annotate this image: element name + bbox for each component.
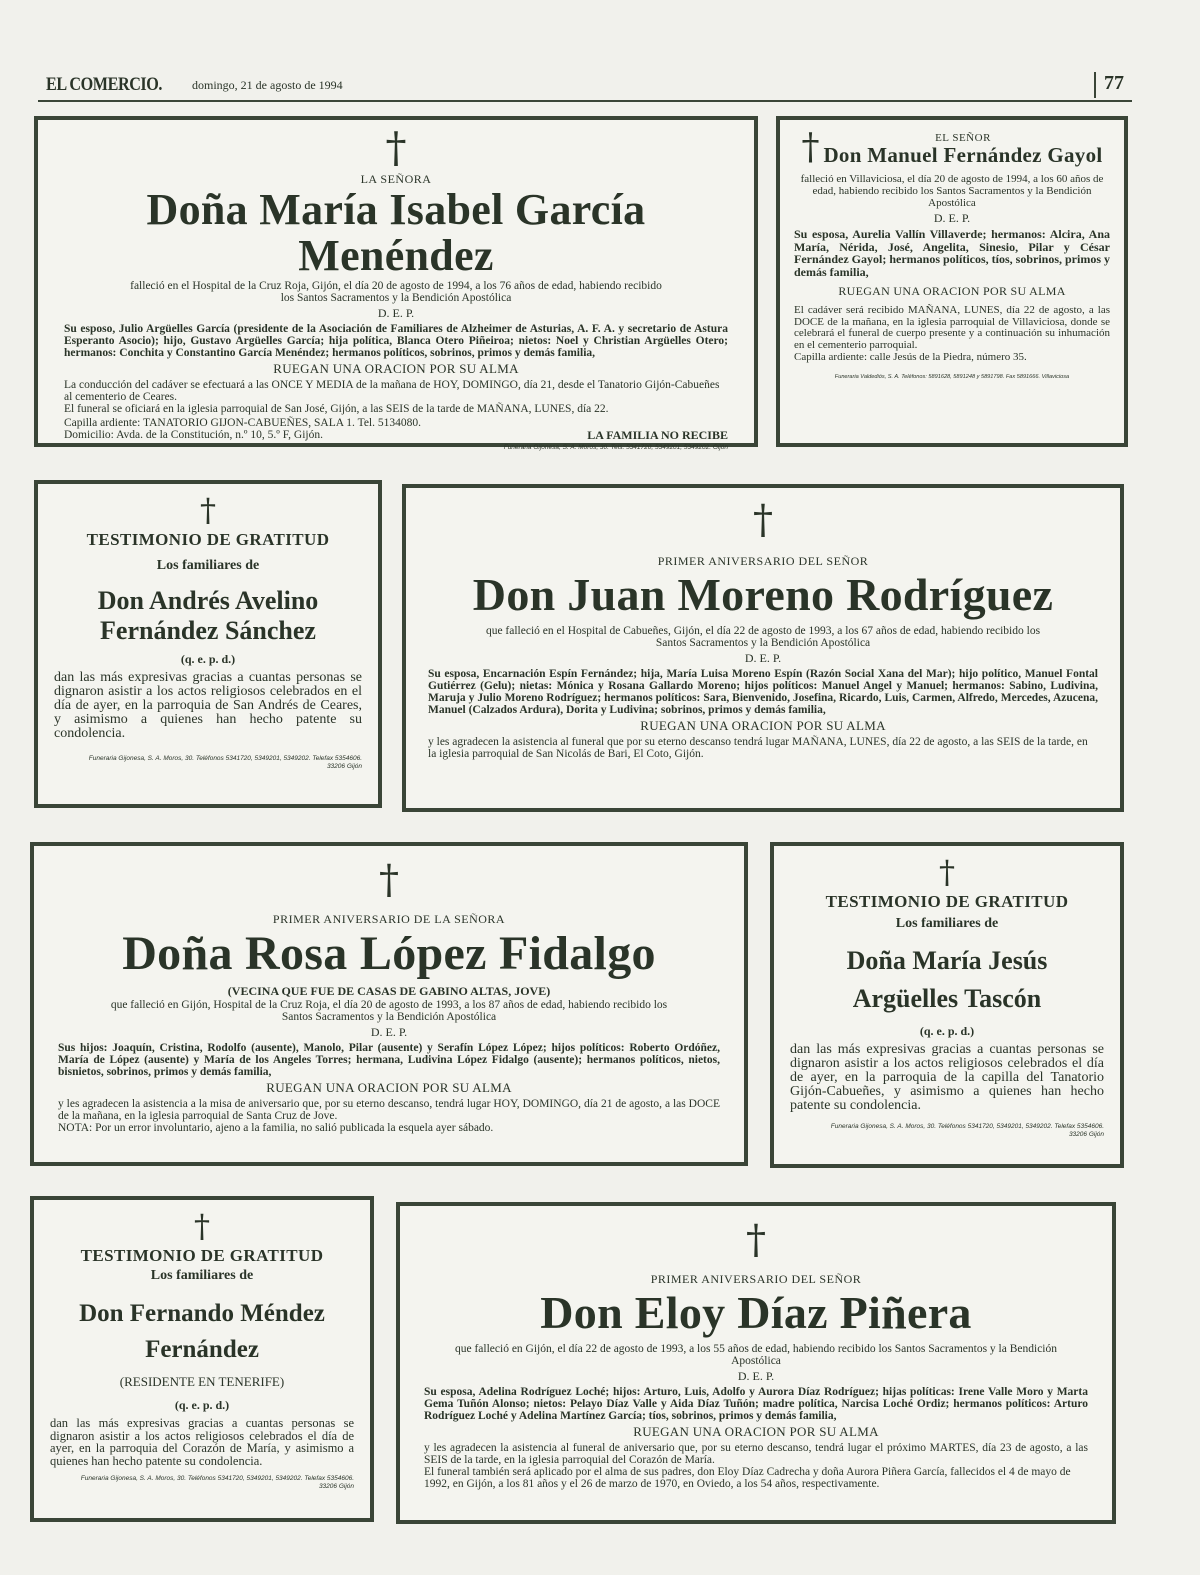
death-details: que falleció en el Hospital de Cabueñes, Gijón, el día 22 de agosto de 1993, a los 67 años de edad, habiendo recibido los Santos Sacramentos y la Bendición Apostólica — [485, 625, 1041, 650]
prayer-request: RUEGAN UNA ORACION POR SU ALMA — [633, 1424, 879, 1440]
chapel-info: Capilla ardiente: calle Jesús de la Piedra, número 35. — [794, 351, 1027, 363]
correction-note: NOTA: Por un error involuntario, ajeno a la familia, no salió publicada la esquela ayer sábado. — [58, 1122, 494, 1135]
gratitude-text: dan las más expresivas gracias a cuantas personas se dignaron asistir a los actos religiosos celebrados el día de ayer, en la parroquia de la capilla del Tanatorio Gijón-Cabueñes, y asimismo a quienes han hecho patente su condolencia. — [790, 1042, 1104, 1113]
funeral-info: y les agradecen la asistencia al funeral que por su eterno descanso tendrá lugar MAÑANA, LUNES, día 22 de agosto, a las SEIS de la tarde, en la iglesia parroquial de San Nicolás de Bari, El Coto, Gijón. — [428, 736, 1088, 761]
families-label: Los familiares de — [895, 916, 999, 931]
death-details: falleció en Villaviciosa, el día 20 de agosto de 1994, a los 60 años de edad, habiendo recibido los Santos Sacramentos y la Bendición Apostólica — [800, 173, 1104, 209]
conduction-info: La conducción del cadáver se efectuará a las ONCE Y MEDIA de la mañana de HOY, DOMINGO, día 21, desde el Tanatorio Gijón-Cabueñes al cementerio de Ceares. — [64, 379, 720, 404]
gratitude-title: TESTIMONIO DE GRATITUD — [80, 1246, 324, 1265]
deceased-name: Doña Rosa López Fidalgo — [122, 927, 656, 980]
family-list: Su esposo, Julio Argüelles García (presidente de la Asociación de Familiares de Alzheimer de Asturias, A. F. A. y secretario de Astura Esperanto Asocio); hijo, Gustavo Argüelles García; hija política, Blanca Otero Piñeiroa; nietos: Noel y Christian Argüelles Otero; hermanos: Conchita y Constantino García Menéndez; hermanos políticos, sobrinos, primos y demás familia, — [64, 323, 728, 360]
gratitude-mendez-fernandez — [30, 1196, 374, 1522]
anniversary-label: PRIMER ANIVERSARIO DE LA SEÑORA — [272, 912, 506, 926]
page-number: 77 — [1094, 72, 1124, 98]
gratitude-text: dan las más expresivas gracias a cuantas personas se dignaron asistir a los actos religiosos celebrados en el día de ayer, en la parroquia de San Andrés de Ceares, y asimismo a quienes han hecho patente su condolencia. — [54, 670, 362, 741]
cross-icon: † — [939, 853, 955, 891]
anniversary-label: PRIMER ANIVERSARIO DEL SEÑOR — [657, 554, 869, 568]
cross-icon: † — [746, 1217, 766, 1263]
family-list: Su esposa, Encarnación Espín Fernández; hija, María Luisa Moreno Espín (Razón Social Xana del Mar); hijo político, Manuel Fontal Gutiérrez (Gelu); nietas: Mónica y Rosana Gallardo Moreno; hijos políticos: Manuel Angel y Manuel; hermanos: Sabino, Ludivina, Maruja y Julio Moreno Rodríguez; hermanos políticos: Sara, Bienvenido, Josefina, Ricardo, Luis, Carmen, Alfredo, Mercedes, Azucena, Manuel (Calzados Ardura), Dorita y Ludivina; sobrinos, primos y demás familia, — [428, 668, 1098, 717]
families-label: Los familiares de — [156, 558, 260, 573]
dep: D. E. P. — [737, 1369, 775, 1384]
obituary-garcia-menendez — [34, 116, 758, 452]
funeral-home: Funeraria Gijonesa, S. A. Moros, 30. Tels. 5341720, 5349201, 5349202. Gijón — [503, 444, 728, 452]
funeral-home: Funeraria Valdediós, S. A. Teléfonos: 5891628, 5891248 y 5891798. Fax 5891666. Villaviciosa — [834, 374, 1070, 380]
deceased-name-line2: Fernández — [145, 1336, 259, 1363]
gratitude-arguelles-tascon — [770, 842, 1124, 1168]
cross-icon: † — [753, 497, 773, 543]
qepd: (q. e. p. d.) — [174, 1398, 230, 1412]
prayer-request: RUEGAN UNA ORACION POR SU ALMA — [640, 718, 886, 734]
dep: D. E. P. — [377, 306, 415, 321]
death-details: falleció en el Hospital de la Cruz Roja, Gijón, el día 20 de agosto de 1994, a los 76 años de edad, habiendo recibido los Santos Sacramentos y la Bendición Apostólica — [130, 280, 662, 305]
family-list: Su esposa, Adelina Rodríguez Loché; hijos: Arturo, Luis, Adolfo y Aurora Díaz Rodríguez; hijas políticas: Irene Valle Moro y Marta Gema Tuñón Alonso; nietos: Pelayo Díaz Valle y Aida Díaz Tuñón; madre política, Narcisa Loché Ordiz; hermanos políticos: Arturo Rodríguez Loché y Adelina Martínez García; tíos, sobrinos, primos y demás familia, — [424, 1386, 1088, 1423]
honorific: EL SEÑOR — [935, 131, 991, 144]
deceased-name-line1: Don Fernando Méndez — [79, 1300, 325, 1327]
cross-icon: † — [200, 491, 216, 529]
family-list: Sus hijos: Joaquín, Cristina, Rodolfo (ausente), Manolo, Pilar (ausente) y Serafín López López; hijos políticos: Roberto Ordóñez, María de López (ausente) y María de los Angeles Torres; hermana, Ludivina López Fidalgo (ausente); hermanos políticos, nietos, bisnietos, sobrinos, primos y demás familia, — [58, 1042, 720, 1079]
deceased-name-line2: Fernández Sánchez — [100, 616, 316, 645]
prayer-request: RUEGAN UNA ORACION POR SU ALMA — [273, 361, 519, 377]
domicile-info: Domicilio: Avda. de la Constitución, n.º 10, 5.º F, Gijón. — [64, 429, 323, 442]
issue-date: domingo, 21 de agosto de 1994 — [192, 78, 343, 92]
qepd: (q. e. p. d.) — [180, 652, 236, 666]
residence-note: (RESIDENTE EN TENERIFE) — [119, 1374, 285, 1389]
ceremony-info: El cadáver será recibido MAÑANA, LUNES, día 22 de agosto, a las DOCE de la mañana, en la iglesia parroquial de Villaviciosa, donde se celebrará el funeral de cuerpo presente y a continuación su inhumación en el cementerio parroquial. — [794, 304, 1110, 351]
gratitude-avelino — [34, 480, 382, 808]
cross-icon: † — [379, 857, 399, 903]
dep: D. E. P. — [744, 651, 782, 666]
anniversary-label: PRIMER ANIVERSARIO DEL SEÑOR — [650, 1272, 862, 1286]
funeral-home: Funeraria Gijonesa, S. A. Moros, 30. Teléfonos 5341720, 5349201, 5349202. Telefax 5354606. 33206 Gijón — [88, 755, 362, 770]
obituary-fernandez-gayol — [776, 116, 1128, 447]
funeral-info: y les agradecen la asistencia al funeral de aniversario que, por su eterno descanso, tendrá lugar el próximo MARTES, día 23 de agosto, a las SEIS de la tarde, en la iglesia parroquial del Corazón de María. — [424, 1442, 1088, 1467]
funeral-home: Funeraria Gijonesa, S. A. Moros, 30. Teléfonos 5341720, 5349201, 5349202. Telefax 5354606. 33206 Gijón — [830, 1123, 1104, 1138]
funeral-home: Funeraria Gijonesa, S. A. Moros, 30. Teléfonos 5341720, 5349201, 5349202. Telefax 5354606. 33206 Gijón — [80, 1475, 354, 1490]
prayer-request: RUEGAN UNA ORACION POR SU ALMA — [838, 284, 1066, 298]
chapel-info: Capilla ardiente: TANATORIO GIJON-CABUEÑES, SALA 1. Tel. 5134080. — [64, 417, 421, 430]
page-header — [38, 70, 1132, 102]
death-details: que falleció en Gijón, Hospital de la Cruz Roja, el día 20 de agosto de 1993, a los 87 años de edad, habiendo recibido los Santos Sacramentos y la Bendición Apostólica — [110, 999, 668, 1024]
funeral-info: El funeral se oficiará en la iglesia parroquial de San José, Gijón, a las SEIS de la tarde de MAÑANA, LUNES, día 22. — [64, 403, 609, 416]
mass-info: y les agradecen la asistencia a la misa de aniversario que, por su eterno descanso, tendrá lugar HOY, DOMINGO, día 21 de agosto, a las DOCE de la mañana, en la iglesia parroquial de Santa Cruz de Jove. — [58, 1098, 720, 1123]
neighbor-note: (VECINA QUE FUE DE CASAS DE GABINO ALTAS, JOVE) — [227, 984, 551, 999]
family-list: Su esposa, Aurelia Vallín Villaverde; hermanos: Alcira, Ana María, Nérida, José, Angelita, Sinesio, Pilar y César Fernández Gayol; hermanos políticos, tíos, sobrinos, primos y demás familia, — [794, 227, 1111, 279]
gratitude-title: TESTIMONIO DE GRATITUD — [86, 530, 330, 549]
parents-funeral-info: El funeral también será aplicado por el alma de sus padres, don Eloy Díaz Cadrecha y doña Aurora Piñera García, fallecidos el 4 de mayo de 1992, en Gijón, a los 81 años y el 26 de marzo de 1970, en Oviedo, a los 54 años, respectivamente. — [424, 1466, 1071, 1491]
gratitude-title: TESTIMONIO DE GRATITUD — [825, 892, 1069, 911]
deceased-name-line2: Argüelles Tascón — [852, 984, 1042, 1013]
honorific: LA SEÑORA — [360, 172, 432, 186]
gratitude-text: dan las más expresivas gracias a cuantas personas se dignaron asistir a los actos religiosos celebrados el día de ayer, en la parroquia del Corazón de María, y asimismo a quienes han hecho patente su condolencia. — [50, 1416, 354, 1468]
deceased-name: Don Juan Moreno Rodríguez — [472, 569, 1054, 620]
qepd: (q. e. p. d.) — [919, 1024, 975, 1038]
newspaper-logo: EL COMERCIO. — [46, 74, 163, 95]
cross-icon: † — [385, 123, 407, 172]
prayer-request: RUEGAN UNA ORACION POR SU ALMA — [266, 1080, 512, 1096]
deceased-name-line1: Don Andrés Avelino — [97, 586, 319, 615]
death-details: que falleció en Gijón, el día 22 de agosto de 1993, a los 55 años de edad, habiendo recibido los Santos Sacramentos y la Bendición Apostólica — [454, 1343, 1057, 1368]
families-label: Los familiares de — [150, 1268, 254, 1283]
cross-icon: † — [194, 1207, 210, 1245]
dep: D. E. P. — [370, 1025, 408, 1040]
deceased-name: Doña María Isabel García Menéndez — [146, 185, 646, 281]
anniversary-diaz-pinera — [396, 1202, 1116, 1524]
deceased-name: Don Eloy Díaz Piñera — [540, 1287, 972, 1338]
deceased-name: Don Manuel Fernández Gayol — [823, 142, 1103, 167]
dep: D. E. P. — [933, 211, 971, 225]
cross-icon: † — [801, 127, 820, 168]
anniversary-lopez-fidalgo — [30, 842, 748, 1166]
deceased-name-line1: Doña María Jesús — [846, 946, 1048, 975]
family-no-receive: LA FAMILIA NO RECIBE — [587, 428, 728, 443]
anniversary-moreno-rodriguez — [402, 484, 1124, 812]
